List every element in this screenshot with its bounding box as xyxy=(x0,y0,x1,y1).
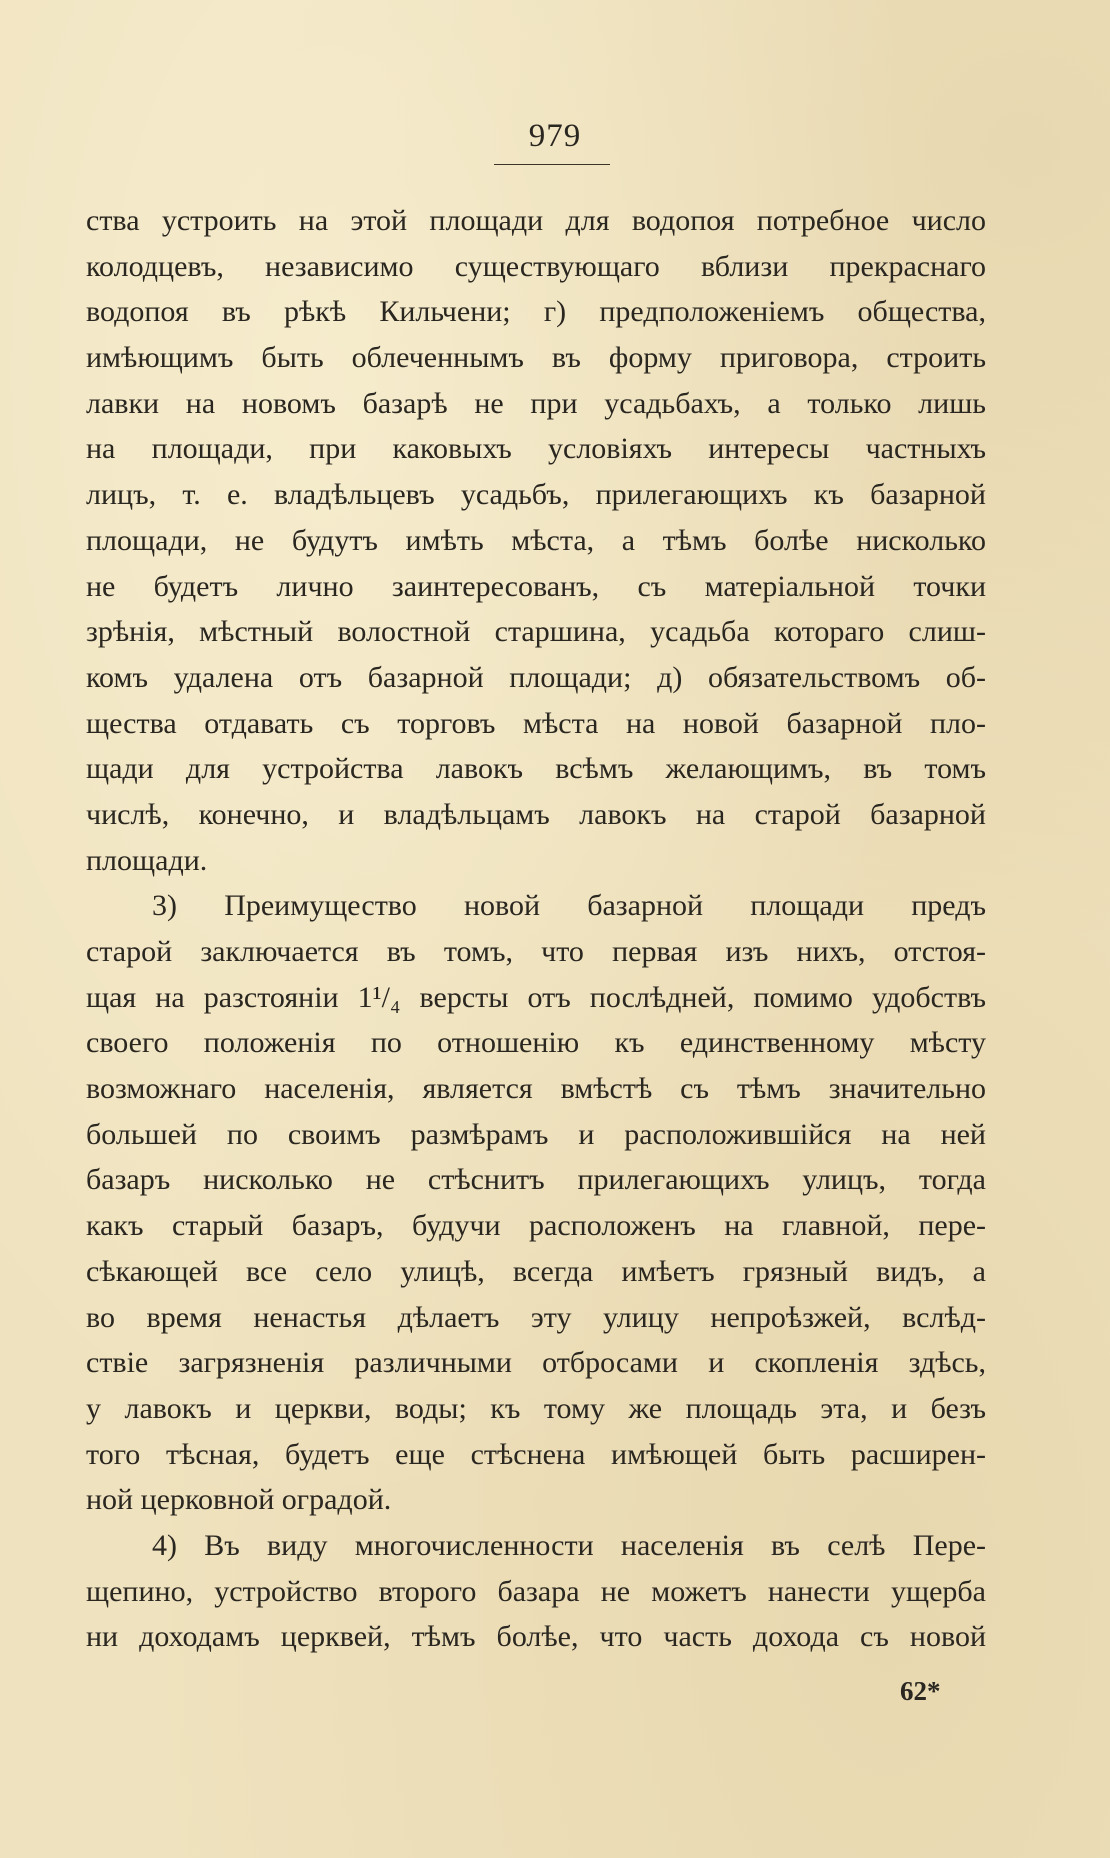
text-line: большей по своимъ размѣрамъ и расположившійся на ней xyxy=(86,1117,986,1151)
text-line: сѣкающей все село улицѣ, всегда имѣетъ грязный видъ, а xyxy=(86,1254,986,1288)
signature-mark: 62* xyxy=(900,1676,941,1706)
text-line: у лавокъ и церкви, воды; къ тому же площадь эта, и безъ xyxy=(86,1391,986,1425)
text-line: щества отдавать съ торговъ мѣста на новой базарной пло- xyxy=(86,706,986,740)
text-line: площади, не будутъ имѣть мѣста, а тѣмъ болѣе нисколько xyxy=(86,523,986,557)
text-line: базаръ нисколько не стѣснитъ прилегающихъ улицъ, тогда xyxy=(86,1163,986,1197)
text-line: лицъ, т. е. владѣльцевъ усадьбъ, прилегающихъ къ базарной xyxy=(86,478,986,512)
text-line: во время ненастья дѣлаетъ эту улицу непроѣзжей, вслѣд- xyxy=(86,1300,986,1334)
paragraph-end-line: площади. xyxy=(86,843,208,877)
text-line: старой заключается въ томъ, что первая изъ нихъ, отстоя- xyxy=(86,935,986,968)
text-line: щади для устройства лавокъ всѣмъ желающимъ, въ томъ xyxy=(86,752,986,786)
text-line: колодцевъ, независимо существующаго вблизи прекраснаго xyxy=(86,249,986,283)
text-line: ствіе загрязненія различными отбросами и скопленія здѣсь, xyxy=(86,1346,986,1380)
page-number: 979 xyxy=(528,118,582,154)
text-line: какъ старый базаръ, будучи расположенъ на главной, пере- xyxy=(86,1209,986,1243)
page-number-rule xyxy=(494,164,610,165)
paragraph-end-line: ной церковной оградой. xyxy=(86,1483,392,1517)
text-line: числѣ, конечно, и владѣльцамъ лавокъ на старой базарной xyxy=(86,797,986,831)
text-line: щая на разстояніи 1¹/₄ версты отъ послѣдней, помимо удобствъ xyxy=(86,980,986,1014)
paragraph-start-line: 3) Преимущество новой базарной площади предъ xyxy=(152,889,986,923)
text-line: щепино, устройство второго базара не можетъ нанести ущерба xyxy=(86,1574,986,1608)
text-line: возможнаго населенія, является вмѣстѣ съ тѣмъ значительно xyxy=(86,1072,986,1106)
paragraph-start-line: 4) Въ виду многочисленности населенія въ селѣ Пере- xyxy=(152,1528,986,1562)
text-line: комъ удалена отъ базарной площади; д) обязательствомъ об- xyxy=(86,660,986,694)
text-line: зрѣнія, мѣстный волостной старшина, усадьба котораго слиш- xyxy=(86,615,986,649)
text-line: на площади, при каковыхъ условіяхъ интересы частныхъ xyxy=(86,432,986,466)
text-line: лавки на новомъ базарѣ не при усадьбахъ, а только лишь xyxy=(86,386,986,420)
text-line: не будетъ лично заинтересованъ, съ матеріальной точки xyxy=(86,569,986,603)
text-line: водопоя въ рѣкѣ Кильчени; г) предположеніемъ общества, xyxy=(86,295,986,329)
text-line: ни доходамъ церквей, тѣмъ болѣе, что часть дохода съ новой xyxy=(86,1620,986,1654)
text-line: ства устроить на этой площади для водопоя потребное число xyxy=(86,204,986,237)
text-line: того тѣсная, будетъ еще стѣснена имѣющей быть расширен- xyxy=(86,1437,986,1471)
text-line: имѣющимъ быть облеченнымъ въ форму приговора, строить xyxy=(86,341,986,375)
body-text xyxy=(86,198,986,1660)
text-line: своего положенія по отношенію къ единственному мѣсту xyxy=(86,1026,986,1060)
